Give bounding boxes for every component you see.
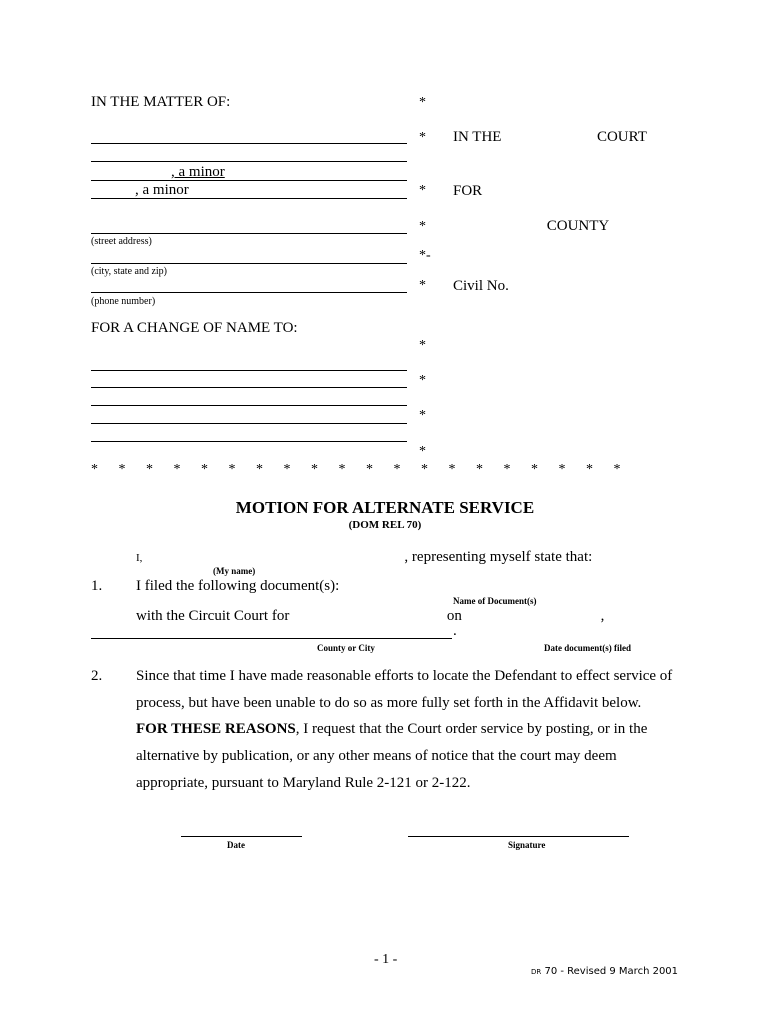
- date-signature-line[interactable]: [181, 836, 302, 837]
- item-2-line-3: [136, 721, 647, 738]
- dr-label: DR: [531, 968, 542, 976]
- city-state-zip-line[interactable]: [91, 263, 407, 264]
- minor-underline-1: [91, 180, 407, 181]
- caption-star-7: *: [419, 338, 426, 353]
- signature-line[interactable]: [408, 836, 629, 837]
- county-label: COUNTY: [546, 218, 610, 234]
- for-label: FOR: [453, 183, 483, 199]
- statement-line: [136, 549, 592, 566]
- item-1-number: 1.: [91, 578, 103, 594]
- signature-label: Signature: [508, 840, 546, 850]
- city-state-zip-label: (city, state and zip): [91, 266, 167, 277]
- page-number: - 1 -: [374, 952, 398, 967]
- item-1-text: I filed the following document(s):: [136, 578, 340, 594]
- item-2-line-5: appropriate, pursuant to Maryland Rule 2-121 or 2-122.: [136, 775, 471, 791]
- caption-star-8: *: [419, 373, 426, 388]
- in-the-label: IN THE: [453, 129, 502, 145]
- item-2-line-1: Since that time I have made reasonable efforts to locate the Defendant to effect service of: [136, 668, 673, 684]
- star-separator: * * * * * * * * * * * * * * * * * * * *: [91, 462, 621, 477]
- county-line: [453, 218, 609, 235]
- minor-label-2: , a minor: [135, 182, 189, 198]
- change-of-name-label: FOR A CHANGE OF NAME TO:: [91, 320, 298, 336]
- reasons-rest-text: , I request that the Court order service by posting, or in the: [295, 721, 648, 737]
- county-or-city-label: County or City: [317, 643, 375, 653]
- caption-star-2: *: [419, 130, 426, 145]
- minor-line-2[interactable]: [91, 182, 189, 199]
- caption-star-3: *: [419, 183, 426, 198]
- county-or-city-line[interactable]: [91, 638, 452, 639]
- caption-star-4: *: [419, 219, 426, 234]
- date-filed-label: Date document(s) filed: [544, 643, 631, 653]
- caption-star-1: *: [419, 95, 426, 110]
- court-line: [453, 129, 647, 146]
- civil-no-line: [453, 278, 649, 295]
- caption-star-6: *: [419, 278, 426, 293]
- on-text: on: [446, 608, 462, 624]
- court-label: COURT: [596, 129, 647, 145]
- date-label: Date: [227, 840, 245, 850]
- form-number: (DOM REL 70): [348, 519, 422, 531]
- circuit-court-line: [136, 608, 648, 625]
- item-2-line-4: alternative by publication, or any other means of notice that the court may deem: [136, 748, 617, 764]
- item-2-number: 2.: [91, 668, 103, 684]
- comma-text: ,: [600, 608, 605, 624]
- in-the-matter-of-label: IN THE MATTER OF:: [91, 94, 231, 110]
- period-text: .: [453, 623, 457, 639]
- my-name-label: (My name): [213, 566, 256, 576]
- minor-label-1: , a minor: [171, 164, 225, 180]
- party-name-line-2[interactable]: [91, 161, 407, 162]
- i-prefix: I,: [136, 552, 143, 564]
- caption-star-5: *-: [419, 248, 431, 263]
- item-2-line-2: process, but have been unable to do so as more fully set forth in the Affidavit below.: [136, 695, 642, 711]
- revised-text: 70 - Revised 9 March 2001: [544, 966, 679, 977]
- caption-star-10: *: [419, 444, 426, 459]
- circuit-court-text: with the Circuit Court for: [136, 608, 290, 624]
- party-name-line-1[interactable]: [91, 143, 407, 144]
- representing-text: , representing myself state that:: [404, 549, 593, 565]
- item-1-line: [136, 578, 676, 595]
- name-of-documents-label: Name of Document(s): [453, 596, 537, 606]
- new-name-line-4[interactable]: [91, 423, 407, 424]
- new-name-line-5[interactable]: [91, 441, 407, 442]
- new-name-line-2[interactable]: [91, 387, 407, 388]
- new-name-line-3[interactable]: [91, 405, 407, 406]
- new-name-line-1[interactable]: [91, 370, 407, 371]
- minor-line-1[interactable]: [91, 164, 225, 181]
- phone-number-line[interactable]: [91, 292, 407, 293]
- minor-underline-2: [91, 198, 407, 199]
- revision-note: [531, 966, 678, 977]
- page-title: MOTION FOR ALTERNATE SERVICE: [235, 498, 535, 517]
- phone-number-label: (phone number): [91, 296, 156, 307]
- civil-no-label: Civil No.: [453, 278, 509, 294]
- street-address-line[interactable]: [91, 233, 407, 234]
- street-address-label: (street address): [91, 236, 152, 247]
- for-these-reasons-text: FOR THESE REASONS: [136, 721, 296, 737]
- caption-star-9: *: [419, 408, 426, 423]
